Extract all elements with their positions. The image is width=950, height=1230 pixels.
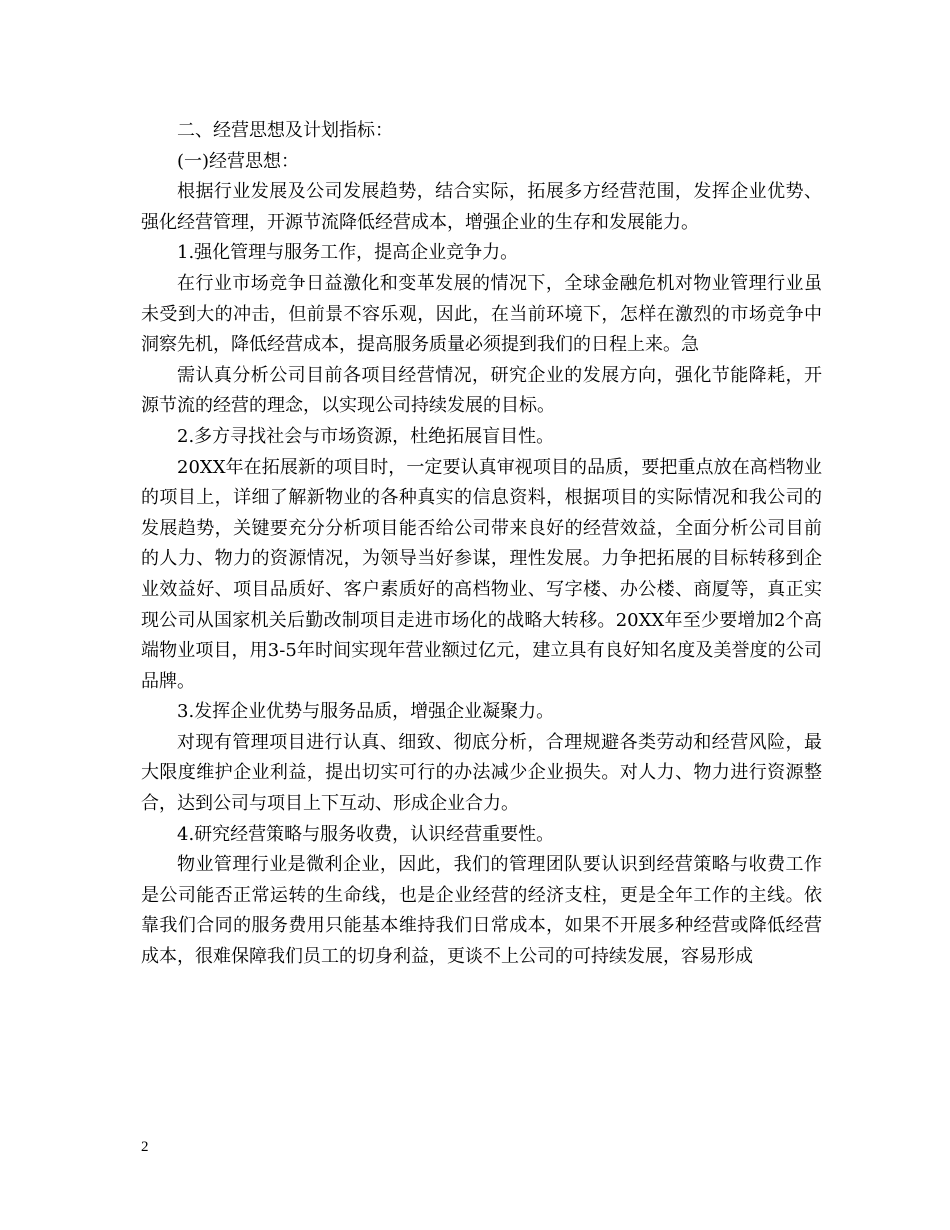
page-number: 2 [141, 1139, 149, 1155]
document-body [141, 116, 822, 973]
subsection-heading: (一)经营思想： [177, 150, 300, 172]
numbered-heading: 4.研究经营策略与服务收费，认识经营重要性。 [177, 823, 555, 845]
body-paragraph: 在行业市场竞争日益激化和变革发展的情况下，全球金融危机对物业管理行业虽未受到大的冲击，但前景不容乐观，因此，在当前环境下，怎样在激烈的市场竞争中洞察先机，降低经营成本，提高服务质量必须提到我们的日程上来。急 [141, 272, 822, 356]
section-heading: 二、经营思想及计划指标： [177, 120, 393, 141]
numbered-heading: 1.强化管理与服务工作，提高企业竞争力。 [177, 242, 519, 264]
numbered-heading: 2.多方寻找社会与市场资源，杜绝拓展盲目性。 [177, 425, 555, 447]
body-paragraph: 需认真分析公司目前各项目经营情况，研究企业的发展方向，强化节能降耗，开源节流的经营的理念，以实现公司持续发展的目标。 [141, 364, 822, 417]
body-paragraph: 根据行业发展及公司发展趋势，结合实际，拓展多方经营范围，发挥企业优势、强化经营管理，开源节流降低经营成本，增强企业的生存和发展能力。 [141, 181, 822, 233]
body-paragraph: 20XX年在拓展新的项目时，一定要认真审视项目的品质，要把重点放在高档物业的项目上，详细了解新物业的各种真实的信息资料，根据项目的实际情况和我公司的发展趋势，关键要充分分析项目能否给公司带来良好的经营效益，全面分析公司目前的人力、物力的资源情况，为领导当好参谋，理性发展。力争把拓展的目标转移到企业效益好、项目品质好、客户素质好的高档物业、写字楼、办公楼、商厦等，真正实现公司从国家机关后勤改制项目走进市场化的战略大转移。20XX年至少要增加2个高端物业项目，用3-5年时间实现年营业额过亿元，建立具有良好知名度及美誉度的公司品牌。 [141, 456, 822, 692]
body-paragraph: 对现有管理项目进行认真、细致、彻底分析，合理规避各类劳动和经营风险，最大限度维护企业利益，提出切实可行的办法减少企业损失。对人力、物力进行资源整合，达到公司与项目上下互动、形成企业合力。 [141, 731, 822, 815]
numbered-heading: 3.发挥企业优势与服务品质，增强企业凝聚力。 [177, 701, 555, 723]
body-paragraph: 物业管理行业是微利企业，因此，我们的管理团队要认识到经营策略与收费工作是公司能否正常运转的生命线，也是企业经营的经济支柱，更是全年工作的主线。依靠我们合同的服务费用只能基本维持我们日常成本，如果不开展多种经营或降低经营成本，很难保障我们员工的切身利益，更谈不上公司的可持续发展，容易形成 [141, 854, 822, 968]
